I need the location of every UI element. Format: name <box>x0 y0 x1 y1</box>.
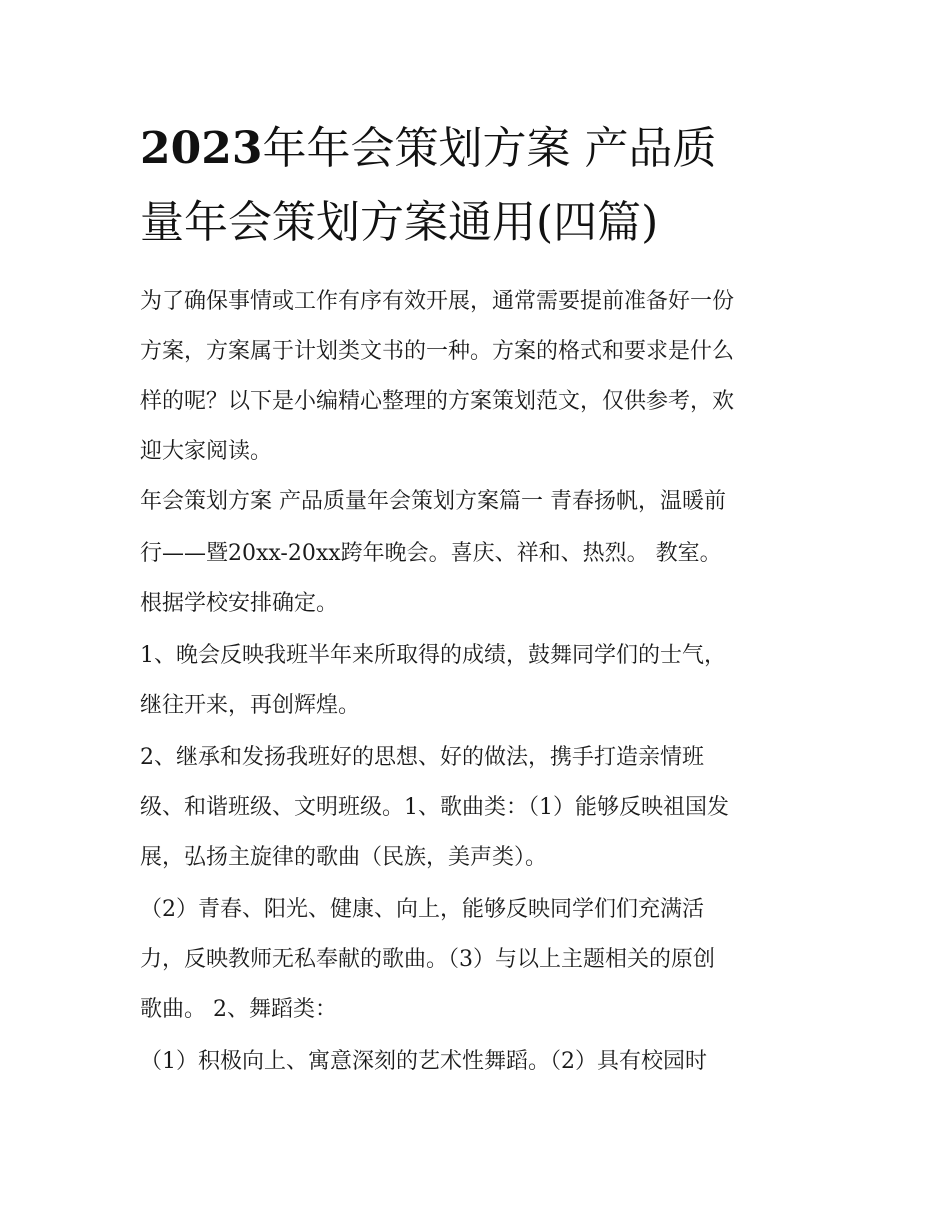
body-line-9: 继往开来，再创辉煌。 <box>140 693 361 718</box>
body-line-5: 年会策划方案 产品质量年会策划方案篇一 青春扬帆，温暖前 <box>140 489 726 514</box>
title-line1-text: 年年会策划方案 产品质 <box>262 123 717 174</box>
title-line2-text: 量年会策划方案通用(四篇) <box>140 197 659 248</box>
body-line-3: 样的呢？以下是小编精心整理的方案策划范文，仅供参考，欢 <box>140 389 735 414</box>
body-line-11: 级、和谐班级、文明班级。1、歌曲类：（1）能够反映祖国发 <box>140 795 729 820</box>
body-line-6: 行——暨20xx-20xx跨年晚会。喜庆、祥和、热烈。 教室。 <box>140 541 722 566</box>
body-line-4: 迎大家阅读。 <box>140 439 273 464</box>
body-line-1: 为了确保事情或工作有序有效开展，通常需要提前准备好一份 <box>140 289 735 314</box>
title-year: 2023 <box>140 123 263 174</box>
body-line-14: 力，反映教师无私奉献的歌曲。（3）与以上主题相关的原创 <box>140 947 715 972</box>
body-line-8: 1、晚会反映我班半年来所取得的成绩，鼓舞同学们的士气， <box>140 643 726 668</box>
body-line-13: （2）青春、阳光、健康、向上，能够反映同学们们充满活 <box>140 897 704 922</box>
body-line-7: 根据学校安排确定。 <box>140 591 339 616</box>
body-line-2: 方案，方案属于计划类文书的一种。方案的格式和要求是什么 <box>140 339 735 364</box>
body-line-12: 展，弘扬主旋律的歌曲（民族，美声类）。 <box>140 845 548 870</box>
body-line-15: 歌曲。 2、舞蹈类： <box>140 997 337 1022</box>
document-title <box>140 112 840 260</box>
body-line-16: （1）积极向上、寓意深刻的艺术性舞蹈。（2）具有校园时 <box>140 1049 707 1074</box>
body-line-10: 2、继承和发扬我班好的思想、好的做法，携手打造亲情班 <box>140 745 704 770</box>
